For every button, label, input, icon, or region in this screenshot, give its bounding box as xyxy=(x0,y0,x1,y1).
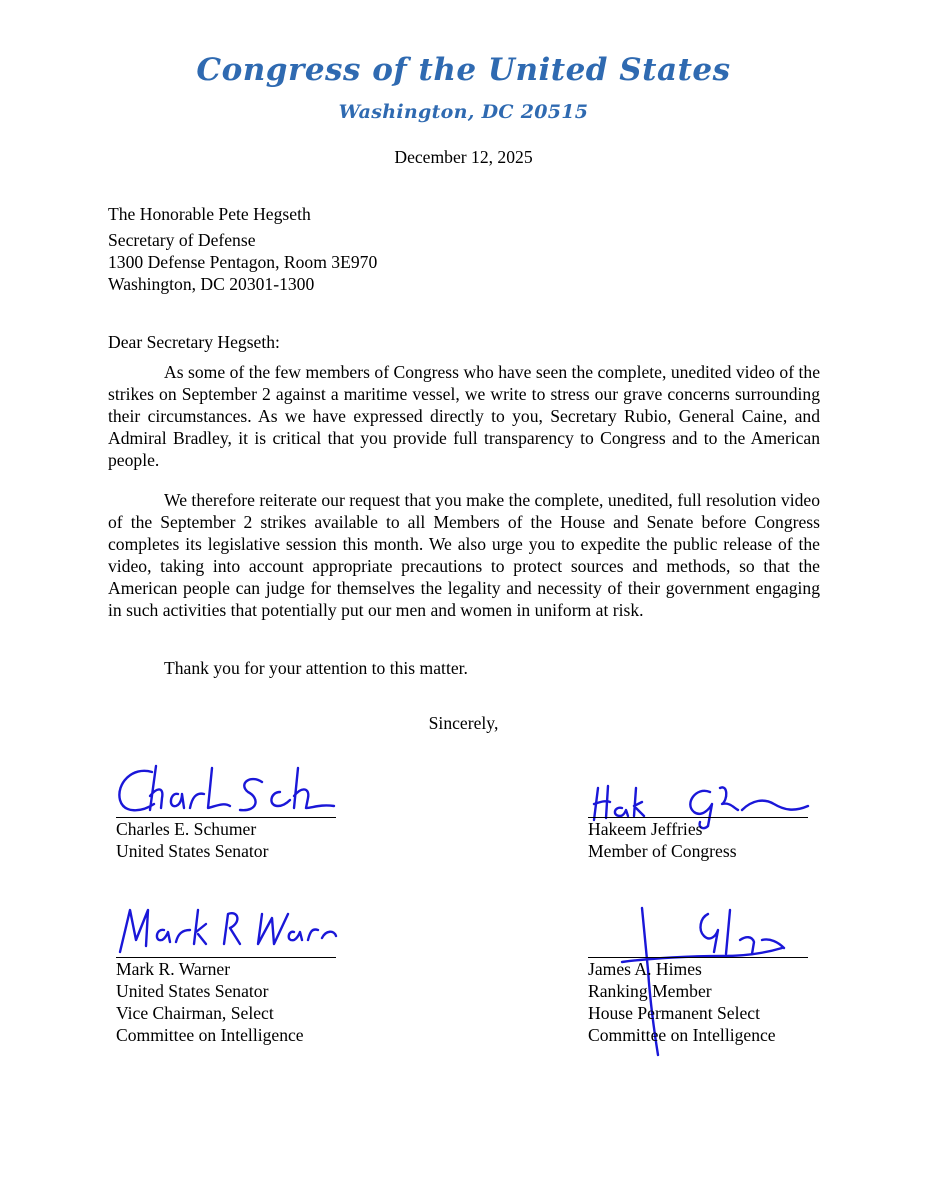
closing: Sincerely, xyxy=(428,713,499,733)
recipient-city: Washington, DC 20301-1300 xyxy=(108,274,315,294)
recipient-name: The Honorable Pete Hegseth xyxy=(108,204,311,224)
signatory-name: Mark R. Warner xyxy=(116,959,231,979)
signature-block-warner xyxy=(116,957,336,1046)
signature-block-jeffries xyxy=(588,817,808,862)
signatory-title: House Permanent Select xyxy=(588,1003,760,1023)
letterhead-address: Washington, DC 20515 xyxy=(338,101,589,123)
signatory-title: Committee on Intelligence xyxy=(588,1025,776,1045)
letterhead-title: Congress of the United States xyxy=(196,52,731,88)
signatory-title: United States Senator xyxy=(116,981,269,1001)
body-paragraph-1: As some of the few members of Congress who have seen the complete, unedited video of the strikes on September 2 against a maritime vessel, we write to stress our grave concerns surrounding their circumstances. As we have expressed directly to you, Secretary Rubio, General Caine, and Admiral Bradley, it is critical that you provide full transparency to Congress and to the American people. xyxy=(108,362,820,470)
letter-date: December 12, 2025 xyxy=(394,147,533,167)
recipient-street: 1300 Defense Pentagon, Room 3E970 xyxy=(108,252,378,272)
salutation: Dear Secretary Hegseth: xyxy=(108,332,280,352)
letterhead xyxy=(0,50,927,124)
recipient-title: Secretary of Defense xyxy=(108,230,256,250)
signatory-name: James A. Himes xyxy=(588,959,702,979)
signatory-title: Vice Chairman, Select xyxy=(116,1003,274,1023)
signatory-title: United States Senator xyxy=(116,841,269,861)
signatory-title: Committee on Intelligence xyxy=(116,1025,304,1045)
recipient-address xyxy=(108,229,377,295)
signatory-name: Hakeem Jeffries xyxy=(588,819,703,839)
signatory-title: Member of Congress xyxy=(588,841,737,861)
signature-block-himes xyxy=(588,957,808,1046)
signatory-name: Charles E. Schumer xyxy=(116,819,257,839)
schumer-signature xyxy=(112,762,342,822)
signature-block-schumer xyxy=(116,817,336,862)
body-paragraph-2: We therefore reiterate our request that you make the complete, unedited, full resolution video of the September 2 strikes available to all Members of the House and Senate before Congress completes its legislative session this month. We also urge you to expedite the public release of the video, taking into account appropriate precautions to protect sources and methods, so that the American people can judge for themselves the legality and necessity of their government engaging in such activities that potentially put our men and women in uniform at risk. xyxy=(108,490,820,620)
warner-signature xyxy=(112,900,342,960)
body-paragraph-3: Thank you for your attention to this matter. xyxy=(164,658,468,678)
signatory-title: Ranking Member xyxy=(588,981,712,1001)
